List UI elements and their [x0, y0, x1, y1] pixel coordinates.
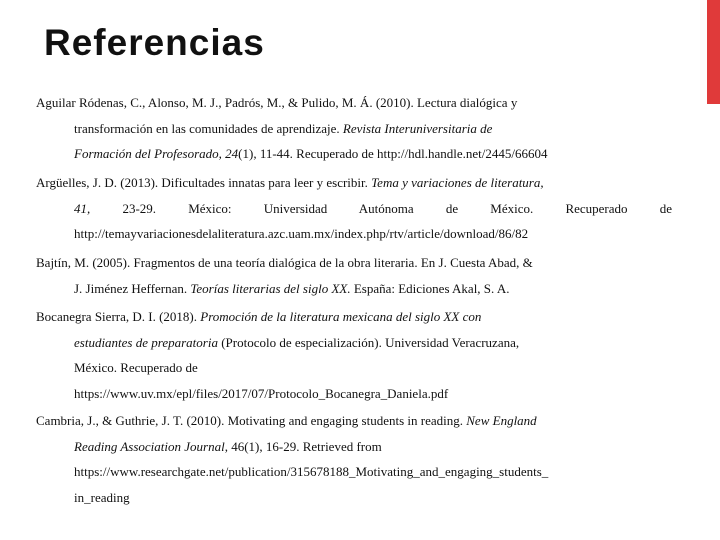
reference-text: , 46(1), 16-29. Retrieved from	[224, 438, 382, 454]
reference-entry-bajtin	[36, 250, 674, 301]
reference-text: Bocanegra Sierra, D. I. (2018).	[36, 309, 201, 324]
reference-entry-cambria	[36, 408, 674, 510]
reference-italic-text: 41,	[74, 200, 91, 216]
reference-text: Bajtín, M. (2005). Fragmentos de una teoría dialógica de la obra literaria. En J. Cuesta Abad, &	[36, 255, 533, 270]
reference-text: Aguilar Ródenas, C., Alonso, M. J., Padrós, M., & Pulido, M. Á. (2010). Lectura dialógica y	[36, 95, 518, 110]
reference-text: in_reading	[74, 489, 130, 505]
reference-line	[36, 250, 674, 276]
reference-text: https://www.uv.mx/epl/files/2017/07/Protocolo_Bocanegra_Daniela.pdf	[74, 385, 449, 401]
reference-text: (Protocolo de especialización). Universidad Veracruzana,	[217, 334, 520, 350]
reference-entry-bocanegra	[36, 304, 674, 406]
reference-italic-text: estudiantes de preparatoria	[74, 334, 218, 350]
reference-line	[36, 304, 674, 330]
slide-title: Referencias	[44, 22, 265, 63]
reference-text: transformación en las comunidades de aprendizaje.	[74, 120, 343, 136]
reference-line	[36, 459, 674, 485]
reference-text: https://www.researchgate.net/publication/315678188_Motivating_and_engaging_students_	[74, 464, 549, 479]
reference-italic-text: Revista Interuniversitaria de	[342, 120, 493, 136]
reference-italic-text: New England	[466, 413, 537, 428]
reference-line	[36, 221, 674, 247]
reference-line	[36, 276, 674, 302]
reference-text: Cambria, J., & Guthrie, J. T. (2010). Motivating and engaging students in reading.	[36, 413, 467, 428]
reference-text: (1), 11-44. Recuperado de http://hdl.handle.net/2445/66604	[238, 146, 548, 161]
reference-line	[36, 434, 674, 460]
reference-entry-aguilar	[36, 90, 674, 167]
reference-text: Argüelles, J. D. (2013). Dificultades innatas para leer y escribir.	[36, 175, 372, 190]
reference-text: J. Jiménez Heffernan.	[74, 280, 191, 296]
reference-text: http://temayvariacionesdelaliteratura.azc.uam.mx/index.php/rtv/article/download/86/82	[74, 226, 529, 241]
reference-line	[36, 330, 674, 356]
reference-line	[36, 196, 672, 222]
reference-italic-text: Teorías literarias del siglo XX.	[190, 280, 351, 296]
reference-italic-text: Tema y variaciones de literatura,	[371, 175, 544, 190]
reference-text: España: Ediciones Akal, S. A.	[350, 280, 510, 296]
reference-line	[36, 116, 674, 142]
reference-line	[36, 170, 674, 196]
reference-line	[36, 381, 674, 407]
reference-text: México. Recuperado de	[74, 360, 198, 375]
accent-bar	[707, 0, 720, 104]
reference-line	[36, 408, 674, 434]
reference-italic-text: Promoción de la literatura mexicana del siglo XX con	[200, 309, 482, 324]
reference-entry-arguelles	[36, 170, 674, 247]
reference-line	[36, 485, 674, 511]
reference-line	[36, 90, 674, 116]
reference-italic-text: Formación del Profesorado, 24	[74, 146, 239, 161]
reference-italic-text: Reading Association Journal	[74, 438, 225, 454]
reference-text: 23-29. México: Universidad Autónoma de México. Recuperado de	[90, 200, 672, 216]
reference-line	[36, 355, 674, 381]
reference-line	[36, 141, 674, 167]
